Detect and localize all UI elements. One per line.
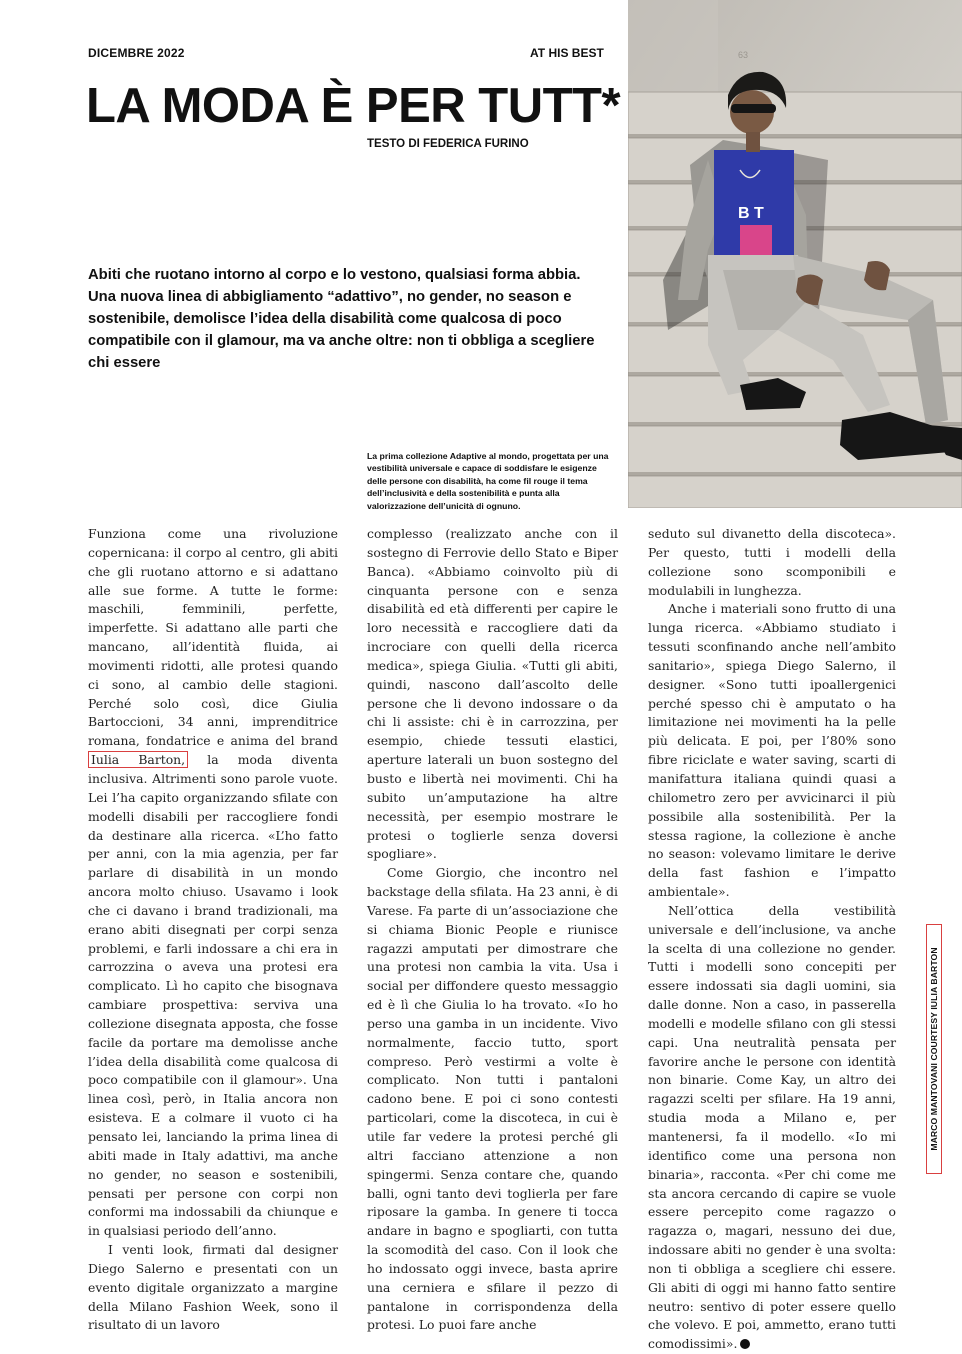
article-title: LA MODA È PER TUTT* xyxy=(86,79,621,133)
paragraph-text: la moda diventa inclusiva. Altrimenti sono parole vuote. Lei l’ha capito organizzando sfilate con modelli disabili per raccogliere fondi da destinare alla ricerca. «L’ho fatto per anni, con la mia agenzia, per far parlare di disabilità in un mondo ancora molto chiuso. Usavamo i look che ci davano i brand tradizionali, ma erano abiti disegnati per corpi senza problemi, e farli indossare a chi era in carrozzina o aveva una protesi era complicato. Lì ho capito che bisognava cambiare prospettiva: serviva una collezione disegnata apposta, che fosse facile da portare ma demolisse anche l’idea della disabilità come qualcosa di poco compatibile con il glamour». Una linea così, però, in Italia ancora non esisteva. E a colmare il vuoto ci ha pensato lei, lanciando la prima linea di abiti made in Italy adattivi, ma anche no gender, no season e sostenibili, pensati per persone con corpi non conformi ma indossabili da chiunque e in qualsiasi periodo dell’anno. xyxy=(88,752,338,1239)
body-column-3 xyxy=(648,525,896,1354)
paragraph-text: Funziona come una rivoluzione copernicana: il corpo al centro, gli abiti che gli ruotano attorno e si adattano alle sue forme. A tutte le forme: maschili, femminili, perfette, imperfette. Si adattano alle parti che mancano, all’identità fluida, ai movimenti ridotti, alle protesi quando ci sono, al cambio delle stagioni. Perché solo così, dice Giulia Bartoccioni, 34 anni, imprenditrice romana, fondatrice e anima del brand xyxy=(88,526,338,749)
byline: TESTO DI FEDERICA FURINO xyxy=(367,138,529,150)
paragraph: Anche i materiali sono frutto di una lunga ricerca. «Abbiamo studiato i tessuti sconfinando anche nell’ambito sanitario», spiega Diego Salerno, il designer. «Sono tutti ipoallergenici perché spesso chi è amputato o ha limitazione nei movimenti ha la pelle più delicata. E poi, per l’80% sono fibre riciclate e water saving, scarti di manifattura italiana quindi quasi a chilometro zero per avvicinarci il più possibile alla sostenibilità. Per la stessa ragione, la collezione è anche no season: volevamo limitare le derive della fast fashion e l’impatto ambientale». xyxy=(648,601,896,900)
photo-caption: La prima collezione Adaptive al mondo, progettata per una vestibilità universale e capace di soddisfare le esigenze delle persone con disabilità, ha come fil rouge il tema dell’inclusività e della sostenibilità e punta alla valorizzazione dell’unicità di ognuno. xyxy=(367,451,609,511)
brand-name-highlight: Iulia Barton, xyxy=(88,751,188,768)
photo-credit xyxy=(926,924,942,1174)
shirt-print: B T xyxy=(738,205,764,222)
paragraph: I venti look, firmati dal designer Diego Salerno e presentati con un evento digitale organizzato a margine della Milano Fashion Week, sono il risultato di un lavoro xyxy=(88,1242,338,1333)
paragraph: seduto sul divanetto della discoteca». Per questo, tutti i modelli della collezione sono scomponibili e modulabili in lunghezza. xyxy=(648,526,896,598)
body-column-2 xyxy=(367,525,618,1335)
article-lede: Abiti che ruotano intorno al corpo e lo vestono, qualsiasi forma abbia. Una nuova linea di abbigliamento “adattivo”, no gender, no season e sostenibile, demolisce l’idea della disabilità come qualcosa di poco compatibile con il glamour, ma va anche oltre: non ti obbliga a scegliere chi essere xyxy=(88,267,595,371)
end-mark-icon xyxy=(740,1339,750,1349)
paragraph xyxy=(648,902,896,1354)
issue-date: DICEMBRE 2022 xyxy=(88,46,185,60)
paragraph-text: Nell’ottica della vestibilità universale e dell’inclusione, va anche la scelta di una collezione no gender. Tutti i modelli sono concepiti per essere indossati sia dagli uomini, sia dalle donne. Non a caso, in passerella modelli e modelle sfilano con gli stessi capi. Una neutralità pensata per favorire anche le persone con identità non binarie. Come Kay, un altro dei ragazzi scelti per sfilare. Ha 19 anni, studia moda a Milano e, per mantenersi, fa il modello. «Io mi identifico come una persona non binaria», racconta. «Per chi come me sta ancora cercando di capire se vuole essere percepito come ragazzo o ragazza o, magari, nessuno dei due, indossare abiti no gender è una svolta: non ti obbliga a scegliere chi essere. Gli abiti di oggi mi hanno fatto sentire neutro: sentivo di poter essere quello che volevo. E poi, ammetto, erano tutti comodissimi». xyxy=(648,902,896,1352)
paragraph: Come Giorgio, che incontro nel backstage della sfilata. Ha 23 anni, è di Varese. Fa parte di un’associazione che si chiama Bionic People e riunisce ragazzi amputati per dimostrare che una protesi non cambia la vita. Usa i social per diffondere questo messaggio ed è lì che Giulia lo ha trovato. «Io ho perso una gamba in un incidente. Vivo normalmente, faccio tutto, sport compreso. Però vestirmi a volte è complicato. Non tutti i pantaloni cadono bene. E poi ci sono contesti particolari, come la discoteca, in cui è utile far vedere la protesi perché gli altri facciano attenzione a non spingermi. Senza contare che, quando balli, ogni tanto devi toglierla per fare riposare la gamba. In genere ti tocca andare in bagno e spogliarti, con tutta la scomodità del caso. Con il look che ho indossato oggi invece, basta aprire una cerniera e sfilare il pezzo di pantalone in corrispondenza della protesi. Lo puoi fare anche xyxy=(367,865,618,1333)
body-column-1 xyxy=(88,525,338,1335)
photo-credit-text: MARCO MANTOVANI COURTESY IULIA BARTON xyxy=(929,947,939,1151)
section-name: AT HIS BEST xyxy=(530,46,604,60)
paragraph xyxy=(88,525,338,1241)
article-photo xyxy=(628,0,962,508)
paragraph: complesso (realizzato anche con il sostegno di Ferrovie dello Stato e Biper Banca). «Abbiamo coinvolto più di cinquanta persone con e senza disabilità ed età differenti per capire le loro necessità e raccogliere dati da incrociare con quelli della ricerca medica», spiega Giulia. «Tutti gli abiti, quindi, nascono dall’ascolto delle persone che li devono indossare o da chi li assiste: chi è in carrozzina, per esempio, chiede tessuti elastici, aperture laterali un buon sostegno del busto e libertà nei movimenti. Chi ha subito un’amputazione ha altre necessità, per esempio mostrare le protesi o toglierle senza doversi spogliare». xyxy=(367,526,618,862)
page-number: 63 xyxy=(738,50,749,60)
